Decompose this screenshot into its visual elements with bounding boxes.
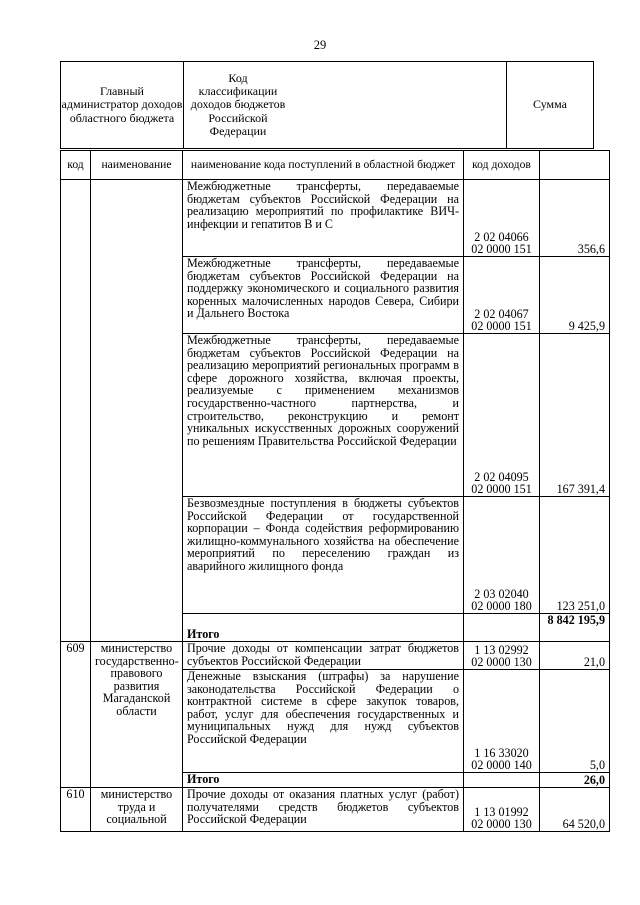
- income-code-line-1: 2 02 04067: [474, 306, 529, 321]
- header-classification-title: Код классификации доходов бюджетов Российской Федерации: [190, 70, 286, 138]
- table-row: [61, 788, 610, 832]
- subheader-income-code: код доходов: [464, 151, 540, 180]
- subheader-empty: [540, 151, 610, 180]
- row-income-code: [464, 180, 540, 257]
- row-sum: 64 520,0: [540, 788, 610, 832]
- income-code-line-2: 02 0000 151: [471, 482, 532, 497]
- row-income-code: [464, 670, 540, 773]
- income-code-line-1: 1 13 01992: [474, 804, 529, 819]
- row-income-code: [464, 257, 540, 334]
- ministry-610-code: 610: [61, 788, 91, 832]
- row-sum: 21,0: [540, 642, 610, 670]
- row-sum: 9 425,9: [540, 257, 610, 334]
- row-sum: 123 251,0: [540, 497, 610, 614]
- row-admin: [91, 180, 183, 642]
- total-label: Итого: [183, 614, 464, 642]
- row-sum: 5,0: [540, 670, 610, 773]
- income-code-line-2: 02 0000 140: [471, 758, 532, 773]
- row-code: [61, 180, 91, 642]
- income-code-line-2: 02 0000 151: [471, 242, 532, 257]
- row-income-code: [464, 788, 540, 832]
- header-sum-title: Сумма: [507, 62, 594, 149]
- ministry-609-name: министерство государственно-правового развития Магаданской области: [91, 642, 183, 788]
- total-empty: [464, 773, 540, 788]
- income-code-line-2: 02 0000 151: [471, 319, 532, 334]
- income-code-line-1: 1 16 33020: [474, 745, 529, 760]
- header-table: [60, 61, 594, 149]
- header-admin-title: Главный администратор доходов областного бюджета: [61, 62, 184, 149]
- row-description: Межбюджетные трансферты, передаваемые бюджетам субъектов Российской Федерации на поддержку экономического и социального развития коренных малочисленных народов Севера, Сибири и Дальнего Востока: [183, 257, 464, 334]
- total-sum: 26,0: [540, 773, 610, 788]
- income-code-line-1: 1 13 02992: [474, 642, 529, 657]
- row-description: Безвозмездные поступления в бюджеты субъектов Российской Федерации от государственной корпорации – Фонда содействия реформированию жилищно-коммунального хозяйства на обеспечение мероприятий по переселению граждан из аварийного жилищного фонда: [183, 497, 464, 614]
- row-sum: 167 391,4: [540, 334, 610, 497]
- table-row: [61, 180, 610, 257]
- total-empty: [464, 614, 540, 642]
- row-income-code: [464, 642, 540, 670]
- row-sum: 356,6: [540, 180, 610, 257]
- row-income-code: [464, 497, 540, 614]
- subheader-name: наименование: [91, 151, 183, 180]
- row-description: Денежные взыскания (штрафы) за нарушение законодательства Российской Федерации о контрактной системе в сфере закупок товаров, работ, услуг для обеспечения государственных и муниципальных нужд для нужд субъектов Российской Федерации: [183, 670, 464, 773]
- row-description: Прочие доходы от компенсации затрат бюджетов субъектов Российской Федерации: [183, 642, 464, 670]
- income-code-line-1: 2 02 04095: [474, 469, 529, 484]
- total-sum: 8 842 195,9: [540, 614, 610, 642]
- table-row: [61, 642, 610, 670]
- income-code-line-1: 2 02 04066: [474, 229, 529, 244]
- row-description: Прочие доходы от оказания платных услуг (работ) получателями средств бюджетов субъектов Российской Федерации: [183, 788, 464, 832]
- income-code-line-2: 02 0000 180: [471, 599, 532, 614]
- page-number: 29: [313, 38, 327, 52]
- subheader-code: код: [61, 151, 91, 180]
- ministry-609-code: 609: [61, 642, 91, 788]
- row-description: Межбюджетные трансферты, передаваемые бюджетам субъектов Российской Федерации на реализацию мероприятий по профилактике ВИЧ-инфекции и гепатитов B и C: [183, 180, 464, 257]
- income-code-line-1: 2 03 02040: [474, 586, 529, 601]
- total-label: Итого: [183, 773, 464, 788]
- subheader-income-name: наименование кода поступлений в областной бюджет: [183, 151, 464, 180]
- ministry-610-name: министерство труда и социальной: [91, 788, 183, 832]
- income-code-line-2: 02 0000 130: [471, 817, 532, 832]
- header-classification-cell: [184, 62, 507, 149]
- income-table: [60, 150, 610, 832]
- income-code-line-2: 02 0000 130: [471, 655, 532, 670]
- row-description: Межбюджетные трансферты, передаваемые бюджетам субъектов Российской Федерации на реализацию мероприятий региональных программ в сфере дорожного хозяйства, включая проекты, реализуемые с применением механизмов государственно-частного партнерства, и строительство, реконструкцию и ремонт уникальных искусственных дорожных сооружений по решениям Правительства Российской Федерации: [183, 334, 464, 497]
- row-income-code: [464, 334, 540, 497]
